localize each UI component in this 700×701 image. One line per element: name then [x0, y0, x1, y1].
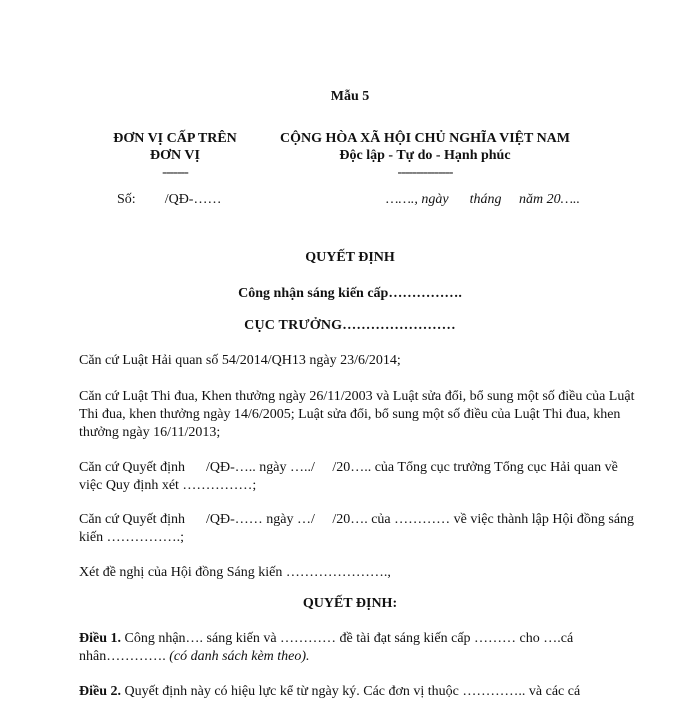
- reference-number: [117, 192, 221, 208]
- legal-basis-paragraph: Căn cứ Quyết định /QĐ-….. ngày …../ /20….. của Tổng cục trưởng Tổng cục Hải quan về việc Quy định xét ……………;: [79, 460, 622, 493]
- motto-underline: ---------------: [397, 165, 453, 180]
- article-text: Công nhận…. sáng kiến và ………… đề tài đạt sáng kiến cấp ……… cho ….cá nhân………….: [79, 631, 574, 664]
- proposal-paragraph: Xét đề nghị của Hội đồng Sáng kiến ………………….,: [79, 565, 391, 580]
- article-label: Điều 1.: [79, 631, 121, 646]
- national-header-block: [250, 130, 600, 181]
- decision-heading: QUYẾT ĐỊNH:: [302, 596, 398, 611]
- agency-name: ĐƠN VỊ: [150, 148, 200, 163]
- article-note: (có danh sách kèm theo).: [165, 649, 310, 664]
- parent-agency-name: ĐƠN VỊ CẤP TRÊN: [113, 131, 237, 146]
- document-title: QUYẾT ĐỊNH: [305, 250, 395, 265]
- issue-date-line: ……., ngày tháng năm 20…..: [386, 192, 581, 207]
- legal-basis-paragraph: Căn cứ Luật Hải quan số 54/2014/QH13 ngày 23/6/2014;: [79, 353, 401, 368]
- issuing-agency-block: [95, 130, 255, 181]
- form-number: Mẫu 5: [330, 89, 370, 104]
- agency-underline: -------: [162, 165, 188, 180]
- document-subject: Công nhận sáng kiến cấp…………….: [238, 286, 462, 301]
- national-name: CỘNG HÒA XÃ HỘI CHỦ NGHĨA VIỆT NAM: [279, 131, 570, 146]
- reference-number-suffix: /QĐ-……: [164, 192, 222, 207]
- reference-number-label: Số:: [117, 192, 136, 207]
- legal-basis-paragraph: Căn cứ Luật Thi đua, Khen thưởng ngày 26/11/2003 và Luật sửa đổi, bổ sung một số điều của Luật Thi đua, khen thưởng ngày 14/6/2005; Luật sửa đổi, bổ sung một số điều của Luật Thi đua, khen thưởng ngày 16/11/2013;: [79, 389, 635, 440]
- national-motto: Độc lập - Tự do - Hạnh phúc: [339, 148, 511, 163]
- article-2: [79, 683, 639, 701]
- article-label: Điều 2.: [79, 684, 121, 699]
- legal-basis-paragraph: Căn cứ Quyết định /QĐ-…… ngày …/ /20…. của ………… về việc thành lập Hội đồng sáng kiến …………….;: [79, 512, 638, 545]
- issuer-title: CỤC TRƯỞNG……………………: [244, 318, 456, 333]
- article-text: Quyết định này có hiệu lực kể từ ngày ký. Các đơn vị thuộc ………….. và các cá: [121, 684, 581, 699]
- article-1: [79, 630, 639, 666]
